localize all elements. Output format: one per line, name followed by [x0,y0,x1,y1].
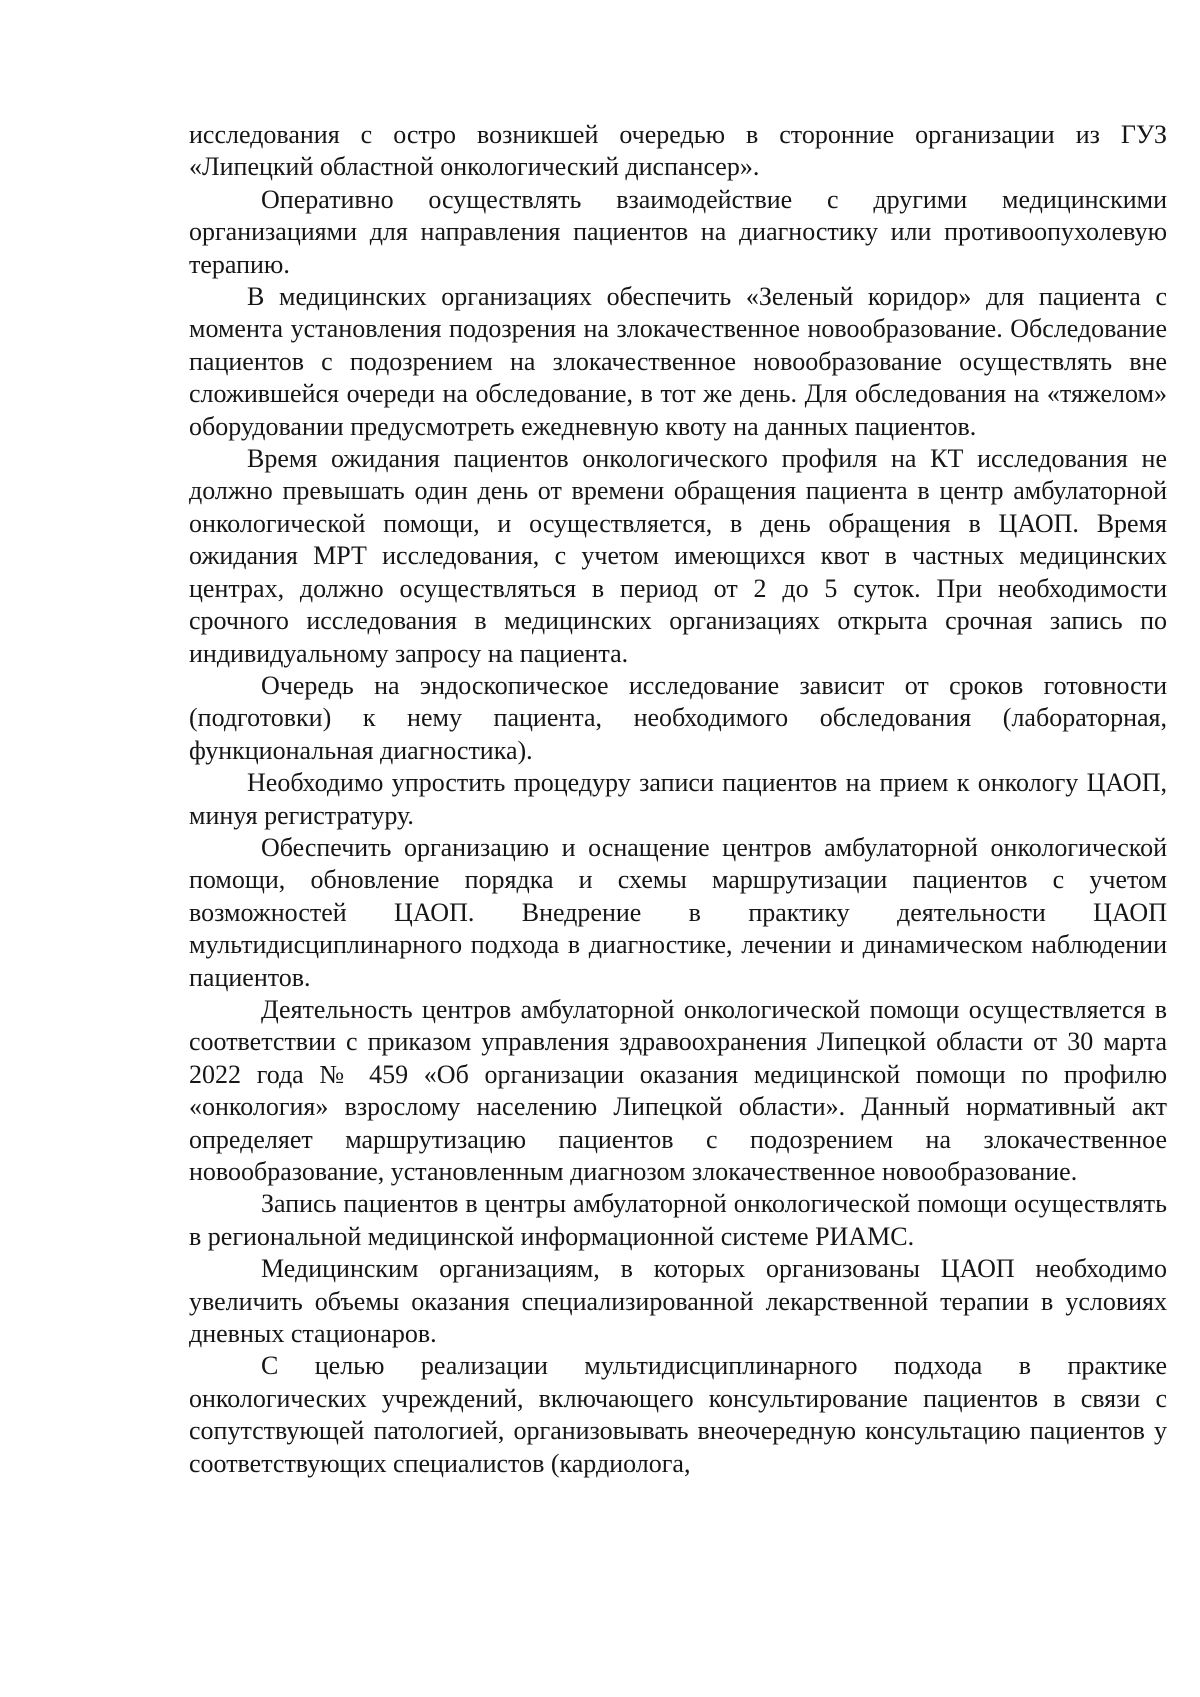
document-body [189,119,1167,1480]
paragraph-equip-centers: Обеспечить организацию и оснащение центров амбулаторной онкологической помощи, обновление порядка и схемы маршрутизации пациентов с учетом возможностей ЦАОП. Внедрение в практику деятельности ЦАОП мультидисциплинарного подхода в диагностике, лечении и динамическом наблюдении пациентов. [189,832,1167,992]
paragraph-day-hospitals: Медицинским организациям, в которых организованы ЦАОП необходимо увеличить объемы оказания специализированной лекарственной терапии в условиях дневных стационаров. [189,1254,1167,1349]
paragraph-multidisciplinary: С целью реализации мультидисциплинарного подхода в практике онкологических учреждений, включающего консультирование пациентов в связи с сопутствующей патологией, организовывать внеочередную консультацию пациентов у соответствующих специалистов (кардиолога, [189,1351,1167,1478]
paragraph-patient-registration: Запись пациентов в центры амбулаторной онкологической помощи осуществлять в региональной медицинской информационной системе РИАМС. [189,1189,1167,1251]
paragraph-interaction: Оперативно осуществлять взаимодействие с другими медицинскими организациями для направления пациентов на диагностику или противоопухолевую терапию. [189,184,1167,279]
paragraph-endoscopy-queue: Очередь на эндоскопическое исследование зависит от сроков готовности (подготовки) к нему пациента, необходимого обследования (лабораторная, функциональная диагностика). [189,670,1167,765]
paragraph-continuation: исследования с остро возникшей очередью в сторонние организации из ГУЗ «Липецкий областной онкологический диспансер». [189,120,1167,182]
paragraph-waiting-time: Время ожидания пациентов онкологического профиля на КТ исследования не должно превышать один день от времени обращения пациента в центр амбулаторной онкологической помощи, и осуществляется, в день обращения в ЦАОП. Время ожидания МРТ исследования, с учетом имеющихся квот в частных медицинских центрах, должно осуществляться в период от 2 до 5 суток. При необходимости срочного исследования в медицинских организациях открыта срочная запись по индивидуальному запросу на пациента. [189,444,1167,668]
paragraph-centers-activity: Деятельность центров амбулаторной онкологической помощи осуществляется в соответствии с приказом управления здравоохранения Липецкой области от 30 марта 2022 года № 459 «Об организации оказания медицинской помощи по профилю «онкология» взрослому населению Липецкой области». Данный нормативный акт определяет маршрутизацию пациентов с подозрением на злокачественное новообразование, установленным диагнозом злокачественное новообразование. [189,994,1167,1186]
paragraph-simplify-registration: Необходимо упростить процедуру записи пациентов на прием к онкологу ЦАОП, минуя регистратуру. [189,768,1167,830]
paragraph-green-corridor: В медицинских организациях обеспечить «Зеленый коридор» для пациента с момента установления подозрения на злокачественное новообразование. Обследование пациентов с подозрением на злокачественное новообразование осуществлять вне сложившейся очереди на обследование, в тот же день. Для обследования на «тяжелом» оборудовании предусмотреть ежедневную квоту на данных пациентов. [189,282,1167,441]
